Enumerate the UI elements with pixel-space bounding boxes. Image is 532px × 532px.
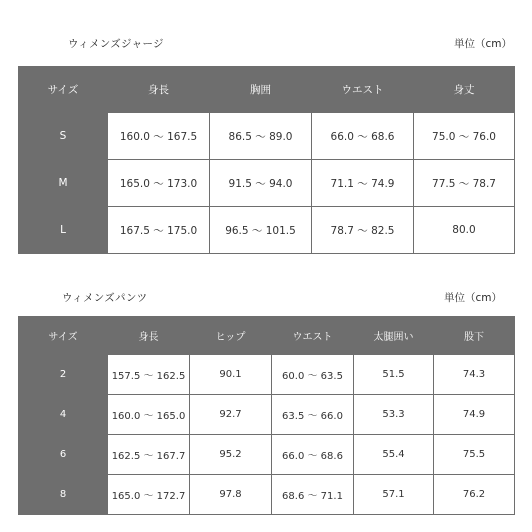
cell-height: 160.0 ～ 167.5	[108, 113, 210, 160]
cell-thigh: 55.4	[354, 435, 434, 475]
table-row	[19, 207, 515, 254]
pants-title: ウィメンズパンツ	[62, 292, 148, 304]
cell-inseam: 74.3	[434, 355, 515, 395]
table-row	[19, 160, 515, 207]
cell-body-length: 77.5 ～ 78.7	[414, 160, 515, 207]
header-body-length: 身丈	[414, 67, 515, 113]
cell-thigh: 53.3	[354, 395, 434, 435]
size-label: L	[19, 207, 108, 254]
cell-waist: 71.1 ～ 74.9	[312, 160, 414, 207]
cell-waist: 66.0 ～ 68.6	[272, 435, 354, 475]
jersey-size-table	[18, 66, 515, 254]
cell-hip: 95.2	[190, 435, 272, 475]
cell-height: 165.0 ～ 172.7	[108, 475, 190, 515]
cell-height: 157.5 ～ 162.5	[108, 355, 190, 395]
jersey-title: ウィメンズジャージ	[68, 38, 164, 50]
cell-height: 160.0 ～ 165.0	[108, 395, 190, 435]
cell-waist: 60.0 ～ 63.5	[272, 355, 354, 395]
size-label: 4	[19, 395, 108, 435]
table-row	[19, 435, 515, 475]
table-row	[19, 355, 515, 395]
table-row	[19, 395, 515, 435]
header-chest: 胸囲	[210, 67, 312, 113]
table-row	[19, 113, 515, 160]
size-label: S	[19, 113, 108, 160]
cell-inseam: 75.5	[434, 435, 515, 475]
cell-chest: 86.5 ～ 89.0	[210, 113, 312, 160]
pants-unit: 単位（cm）	[443, 292, 502, 304]
header-inseam: 股下	[434, 317, 515, 355]
cell-inseam: 76.2	[434, 475, 515, 515]
cell-waist: 66.0 ～ 68.6	[312, 113, 414, 160]
table-header-row	[19, 67, 515, 113]
cell-thigh: 57.1	[354, 475, 434, 515]
header-thigh: 太腿囲い	[354, 317, 434, 355]
jersey-unit: 単位（cm）	[453, 38, 512, 50]
table-row	[19, 475, 515, 515]
cell-body-length: 80.0	[414, 207, 515, 254]
cell-chest: 96.5 ～ 101.5	[210, 207, 312, 254]
cell-height: 162.5 ～ 167.7	[108, 435, 190, 475]
header-waist: ウエスト	[312, 67, 414, 113]
header-waist: ウエスト	[272, 317, 354, 355]
header-size: サイズ	[19, 317, 108, 355]
header-height: 身長	[108, 317, 190, 355]
size-label: 6	[19, 435, 108, 475]
header-height: 身長	[108, 67, 210, 113]
cell-thigh: 51.5	[354, 355, 434, 395]
cell-body-length: 75.0 ～ 76.0	[414, 113, 515, 160]
cell-waist: 68.6 ～ 71.1	[272, 475, 354, 515]
cell-hip: 92.7	[190, 395, 272, 435]
cell-waist: 63.5 ～ 66.0	[272, 395, 354, 435]
header-hip: ヒップ	[190, 317, 272, 355]
cell-waist: 78.7 ～ 82.5	[312, 207, 414, 254]
cell-chest: 91.5 ～ 94.0	[210, 160, 312, 207]
cell-hip: 90.1	[190, 355, 272, 395]
cell-height: 167.5 ～ 175.0	[108, 207, 210, 254]
cell-height: 165.0 ～ 173.0	[108, 160, 210, 207]
size-label: M	[19, 160, 108, 207]
header-size: サイズ	[19, 67, 108, 113]
pants-size-table	[18, 316, 515, 515]
size-label: 2	[19, 355, 108, 395]
table-header-row	[19, 317, 515, 355]
size-label: 8	[19, 475, 108, 515]
cell-inseam: 74.9	[434, 395, 515, 435]
cell-hip: 97.8	[190, 475, 272, 515]
